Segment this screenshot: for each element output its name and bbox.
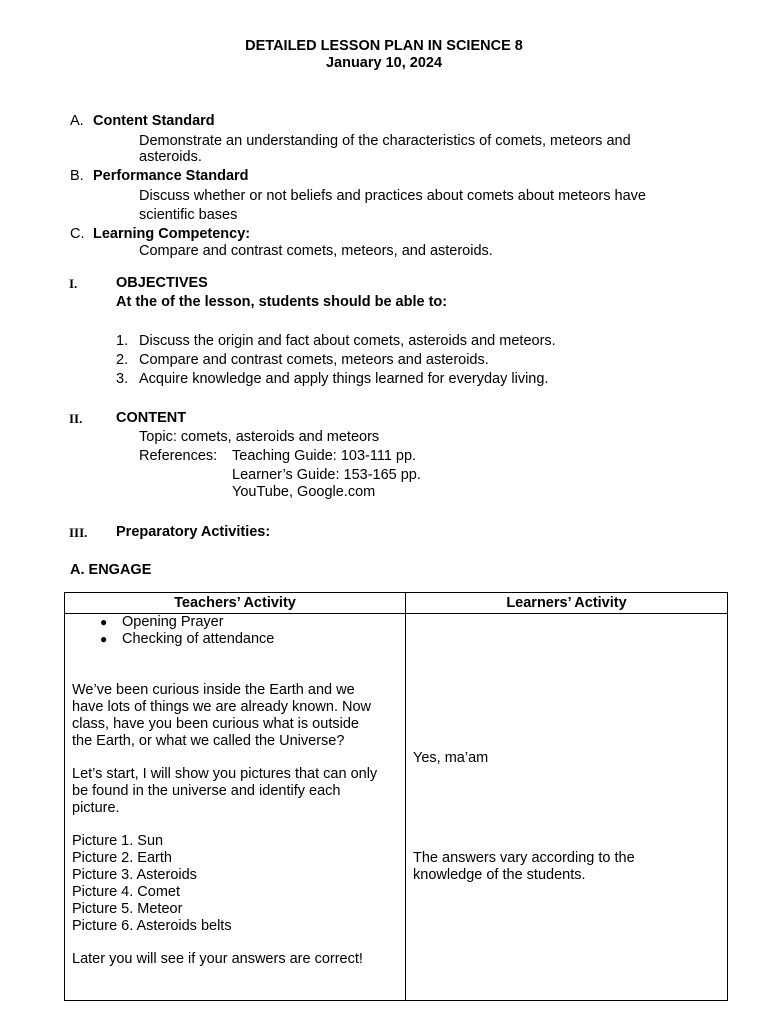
standard-c-letter: C. xyxy=(70,226,85,242)
preparatory-heading: Preparatory Activities: xyxy=(116,524,271,540)
section-numeral-i: I. xyxy=(69,276,78,291)
objective-number: 1. xyxy=(116,333,129,349)
picture-list xyxy=(72,833,232,935)
teacher-closing: Later you will see if your answers are correct! xyxy=(72,951,363,967)
objective-item: Acquire knowledge and apply things learned for everyday living. xyxy=(139,371,549,387)
table-row xyxy=(65,614,728,1001)
reference-item: Teaching Guide: 103-111 pp. xyxy=(232,448,417,464)
list-item: Picture 2. Earth xyxy=(72,850,172,866)
teachers-activity-cell: ● Opening Prayer ● Checking of attendance We’ve been curious inside the Earth and we have lots of things we are already known. Now class, have you been curious what is outside the Earth, or what we called the Universe? Let’s start, I will show you pictures that can only be found in the universe and identify each picture. Picture 1. Sun Picture 2. Earth Picture 3. Asteroids Picture 4. Comet Picture 5. Meteor Picture 6. Asteroids belts Later you will see if your answers are correct! xyxy=(65,614,406,1001)
teacher-paragraph: Let’s start, I will show you pictures that can only be found in the universe and identify each picture. xyxy=(72,766,378,816)
document-date: January 10, 2024 xyxy=(325,55,443,71)
standard-a-letter: A. xyxy=(70,113,84,129)
content-standard-line: asteroids. xyxy=(139,149,202,165)
list-item: Picture 4. Comet xyxy=(72,884,180,900)
table-header-row xyxy=(65,593,728,614)
section-numeral-iii: III. xyxy=(69,525,88,540)
content-topic: Topic: comets, asteroids and meteors xyxy=(139,429,380,445)
bullet-icon: ● xyxy=(100,615,108,629)
references-label: References: xyxy=(139,448,218,464)
learning-competency-heading: Learning Competency: xyxy=(93,226,251,242)
performance-standard-heading: Performance Standard xyxy=(93,168,249,184)
bullet-icon: ● xyxy=(100,632,108,646)
document-title: DETAILED LESSON PLAN IN SCIENCE 8 xyxy=(245,38,523,54)
performance-standard-line: scientific bases xyxy=(139,207,238,223)
objectives-subheading: At the of the lesson, students should be able to: xyxy=(116,294,448,310)
list-item: Picture 5. Meteor xyxy=(72,901,183,917)
engage-table xyxy=(64,592,728,1001)
content-standard-heading: Content Standard xyxy=(93,113,215,129)
reference-item: YouTube, Google.com xyxy=(232,484,376,500)
objective-number: 2. xyxy=(116,352,129,368)
objective-number: 3. xyxy=(116,371,129,387)
list-item: Picture 1. Sun xyxy=(72,833,164,849)
engage-heading: A. ENGAGE xyxy=(70,562,152,578)
performance-standard-line: Discuss whether or not beliefs and practices about comets about meteors have xyxy=(139,188,646,204)
content-standard-line: Demonstrate an understanding of the characteristics of comets, meteors and xyxy=(139,133,631,149)
learner-reply: The answers vary according to the knowledge of the students. xyxy=(413,850,635,883)
objectives-heading: OBJECTIVES xyxy=(116,275,208,291)
learner-reply: Yes, ma’am xyxy=(413,750,489,766)
learners-activity-cell xyxy=(406,614,728,1001)
teachers-activity-header: Teachers’ Activity xyxy=(65,593,406,614)
list-item: Picture 6. Asteroids belts xyxy=(72,918,232,934)
objective-item: Compare and contrast comets, meteors and asteroids. xyxy=(139,352,489,368)
objective-item: Discuss the origin and fact about comets, asteroids and meteors. xyxy=(139,333,556,349)
learners-activity-header: Learners’ Activity xyxy=(406,593,728,614)
learning-competency-line: Compare and contrast comets, meteors, and asteroids. xyxy=(139,243,493,259)
section-numeral-ii: II. xyxy=(69,411,83,426)
list-item: Picture 3. Asteroids xyxy=(72,867,197,883)
content-heading: CONTENT xyxy=(116,410,187,426)
reference-item: Learner’s Guide: 153-165 pp. xyxy=(232,467,421,483)
teacher-paragraph: We’ve been curious inside the Earth and we have lots of things we are already known. Now class, have you been curious what is outside the Earth, or what we called the Universe? xyxy=(72,682,372,749)
standard-b-letter: B. xyxy=(70,168,84,184)
